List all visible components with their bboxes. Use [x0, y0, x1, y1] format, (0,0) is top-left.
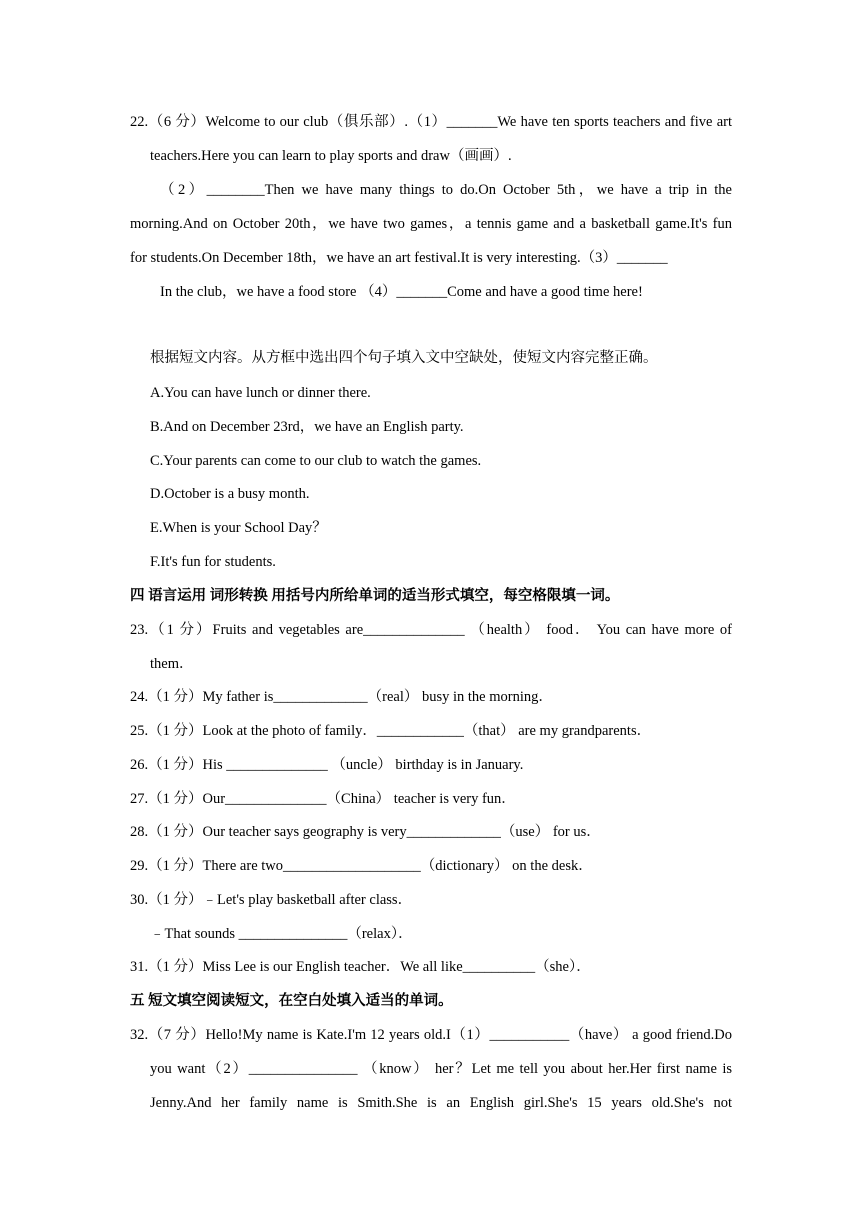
q22-line-1: 22.（6 分）Welcome to our club（俱乐部）.（1）_______We have ten sports teachers and five art: [130, 114, 732, 130]
option-e: E.When is your School Day？: [150, 520, 327, 536]
q22-line-3: （2）________Then we have many things to do.On October 5th，we have a trip in the: [160, 182, 732, 198]
q32-line-2: you want（2）_______________ （know） her？Let me tell you about her.Her first name is: [150, 1061, 732, 1077]
section-5-heading: 五 短文填空阅读短文，在空白处填入适当的单词。: [130, 993, 453, 1009]
q24: 24.（1 分）My father is_____________（real） busy in the morning．: [130, 689, 553, 705]
q22-line-6: In the club，we have a food store （4）_______Come and have a good time here!: [160, 284, 643, 300]
q28: 28.（1 分）Our teacher says geography is very_____________（use） for us．: [130, 824, 601, 840]
q32-line-3: Jenny.And her family name is Smith.She is an English girl.She's 15 years old.She's not: [150, 1095, 732, 1111]
q22-line-5: for students.On December 18th，we have an art festival.It is very interesting.（3）_______: [130, 250, 668, 266]
q25: 25.（1 分）Look at the photo of family．____________（that） are my grandparents．: [130, 723, 652, 739]
option-c: C.Your parents can come to our club to watch the games.: [150, 453, 482, 469]
option-a: A.You can have lunch or dinner there.: [150, 385, 371, 401]
option-f: F.It's fun for students.: [150, 554, 276, 570]
q30-line-2: ﹣That sounds _______________（relax）．: [150, 926, 413, 942]
q31: 31.（1 分）Miss Lee is our English teacher．We all like__________（she）．: [130, 959, 591, 975]
q22-instruction: 根据短文内容。从方框中选出四个句子填入文中空缺处，使短文内容完整正确。: [150, 350, 658, 366]
q27: 27.（1 分）Our______________（China） teacher is very fun．: [130, 791, 516, 807]
section-4-heading: 四 语言运用 词形转换 用括号内所给单词的适当形式填空，每空格限填一词。: [130, 588, 620, 604]
q22-line-4: morning.And on October 20th，we have two games，a tennis game and a basketball game.It's fun: [130, 216, 732, 232]
q23-line-2: them．: [150, 656, 194, 672]
q23-line-1: 23.（1 分）Fruits and vegetables are______________ （health） food． You can have more of: [130, 622, 732, 638]
q26: 26.（1 分）His ______________ （uncle） birthday is in January.: [130, 757, 524, 773]
option-d: D.October is a busy month.: [150, 486, 310, 502]
q30-line-1: 30.（1 分）﹣Let's play basketball after class．: [130, 892, 413, 908]
q22-line-2: teachers.Here you can learn to play sports and draw（画画）.: [150, 148, 512, 164]
q29: 29.（1 分）There are two___________________（dictionary） on the desk．: [130, 858, 593, 874]
q32-line-1: 32.（7 分）Hello!My name is Kate.I'm 12 years old.I（1）___________（have） a good friend.Do: [130, 1027, 732, 1043]
option-b: B.And on December 23rd，we have an English party.: [150, 419, 464, 435]
